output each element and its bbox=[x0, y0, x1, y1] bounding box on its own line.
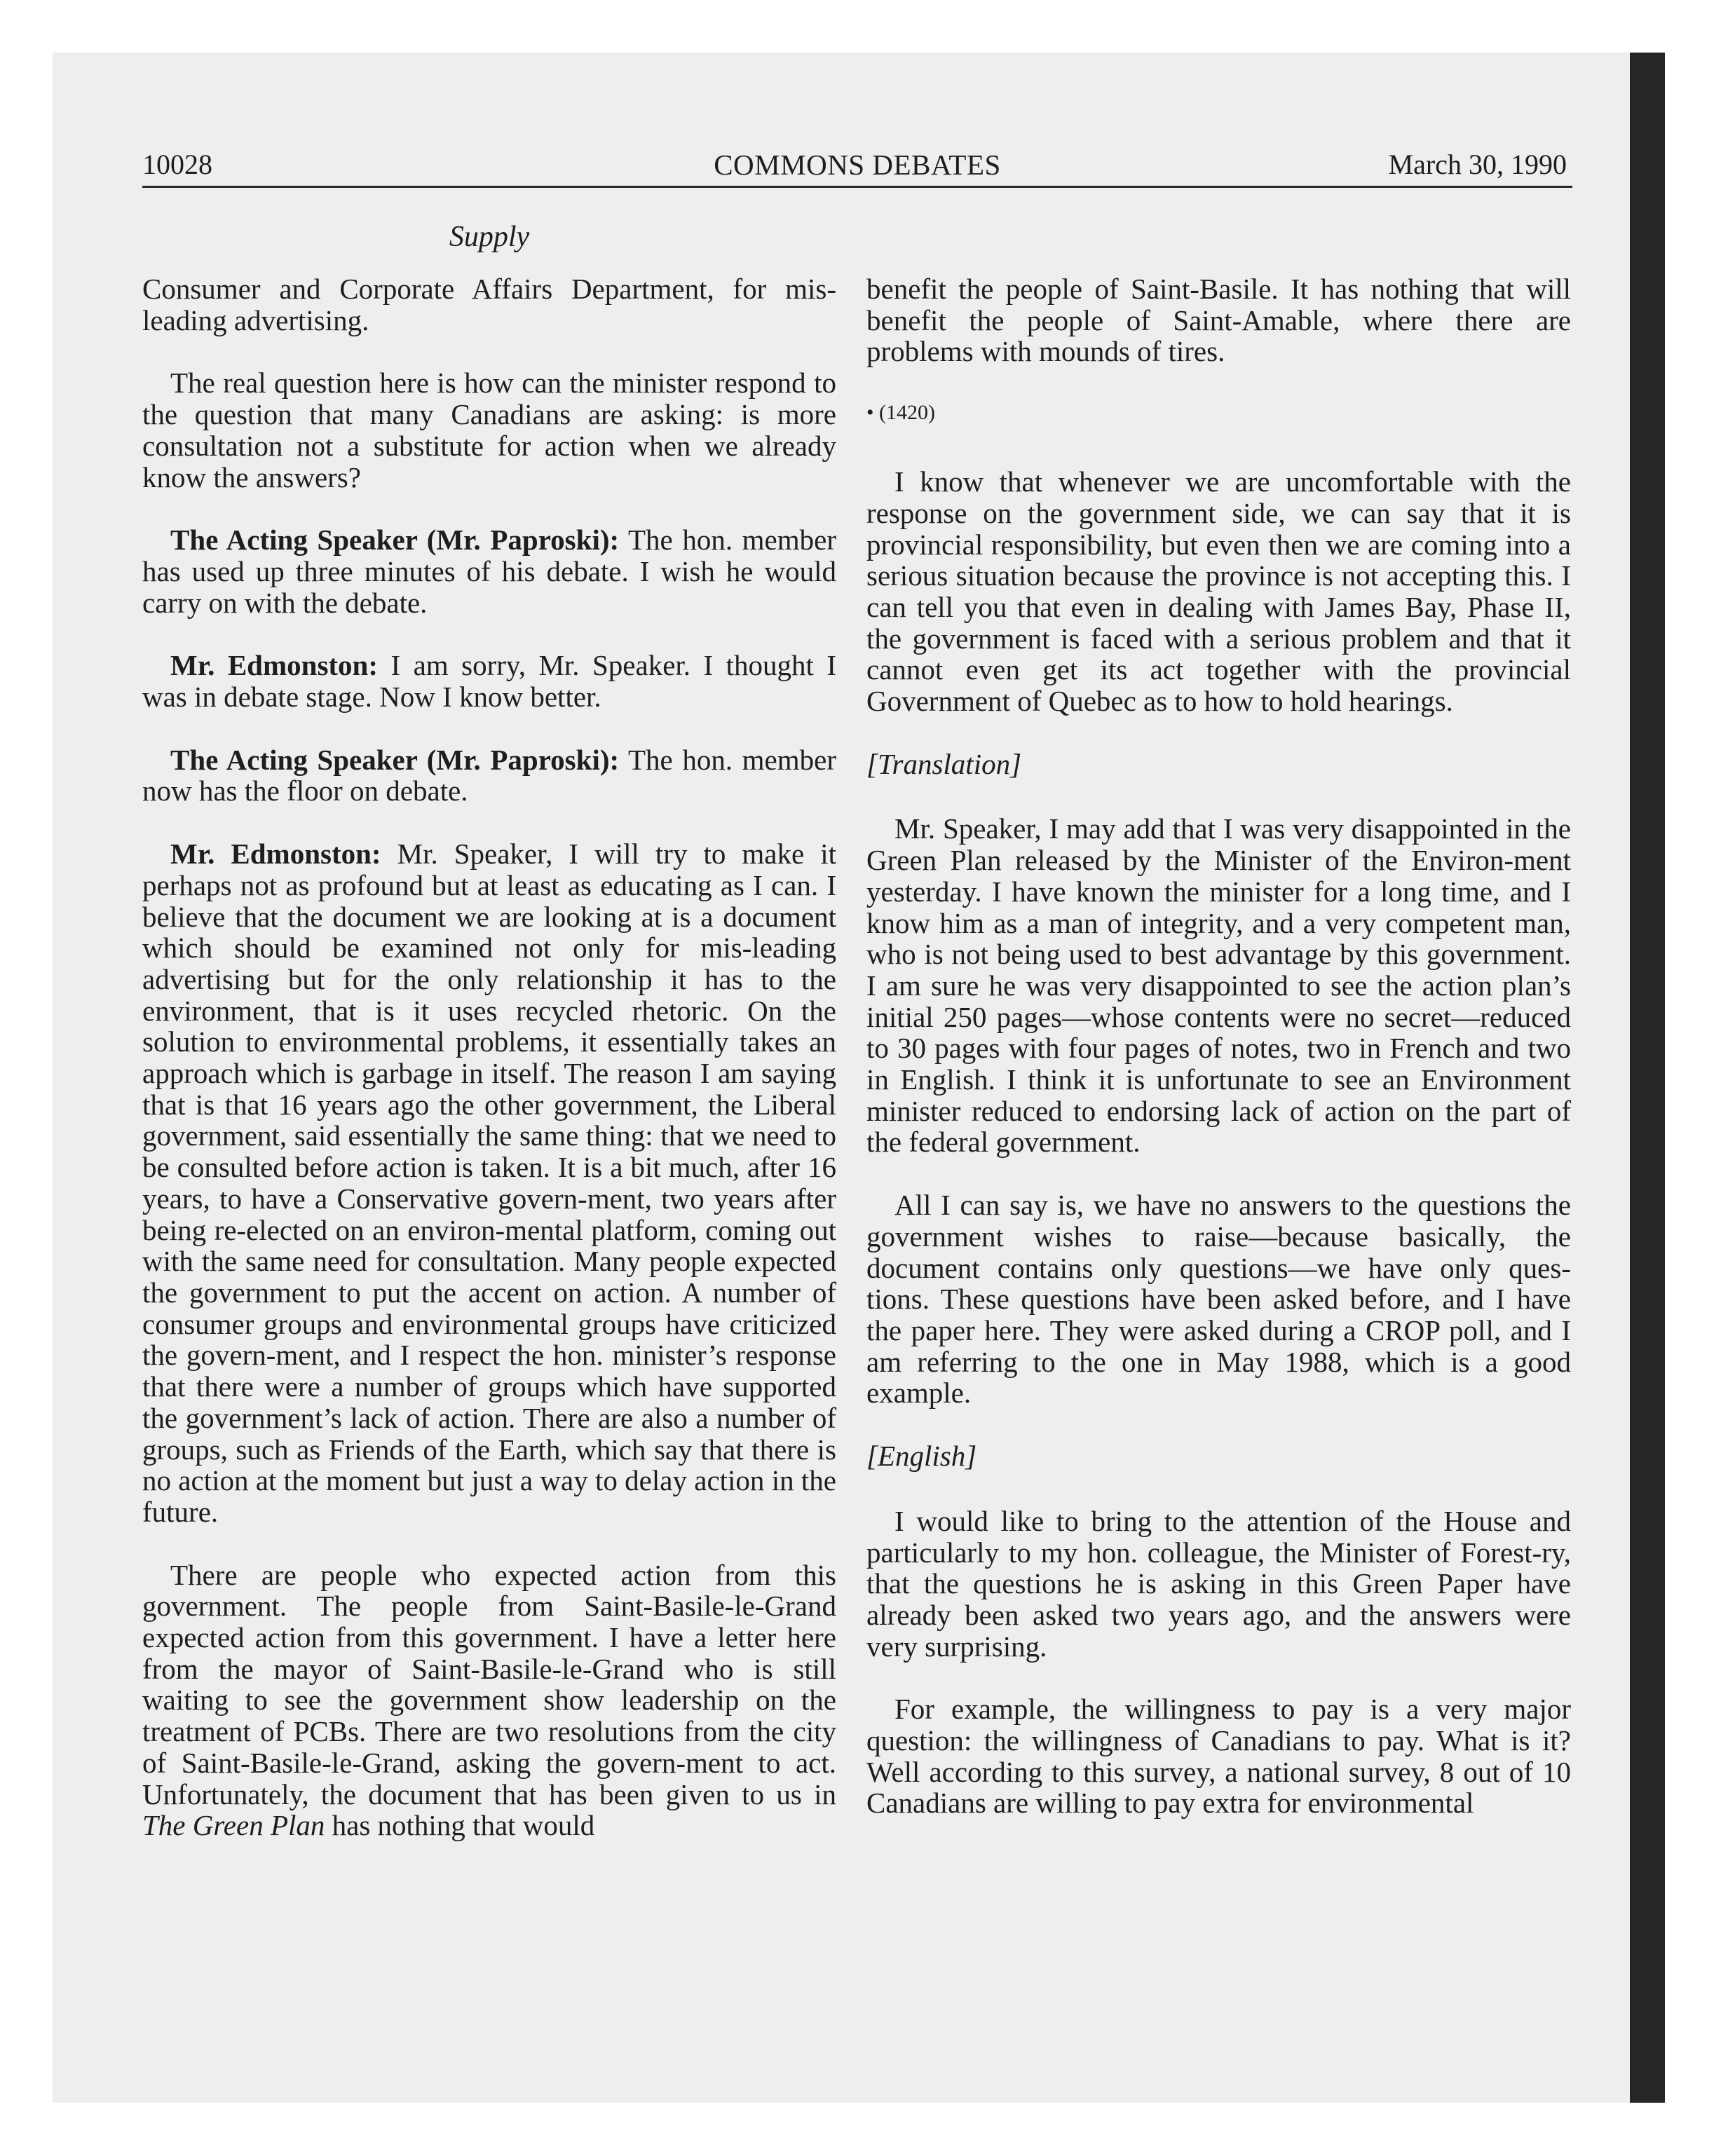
time-marker: • (1420) bbox=[866, 401, 935, 425]
speaker-name: The Acting Speaker (Mr. Paproski): bbox=[170, 743, 620, 776]
translation-label: [Translation] bbox=[866, 747, 1022, 780]
paragraph: Mr. Speaker, I may add that I was very disappointed in the Green Plan released by the Minister of the Environ-ment yesterday. I have known the minister for a long time, and I know him as a man of integrity, and a very competent man, who is not being used to best advantage by this government. I am sure he was very disappointed to see the action plan’s initial 250 pages—whose contents were no secret—reduced to 30 pages with four pages of notes, two in French and two in English. I think it is unfortunate to see an Environment minister reduced to endorsing lack of action on the part of the federal government. bbox=[866, 812, 1571, 1159]
paragraph: I know that whenever we are uncomfortable with the response on the government side, we can say that it is provincial responsibility, but even then we are coming into a serious situation because the province is not accepting this. I can tell you that even in dealing with James Bay, Phase II, the government is faced with a serious problem and that it cannot even get its act together with the provincial Government of Quebec as to how to hold hearings. bbox=[866, 465, 1571, 718]
speech-paragraph: Mr. Edmonston: Mr. Speaker, I will try to make it perhaps not as profound but at least as educating as I can. I believe that the document we are looking at is a document which should be examined not only for mis-leading advertising but for the only relationship it has to the environment, that is it uses recycled rhetoric. On the solution to environmental problems, it essentially takes an approach which is garbage in itself. The reason I am saying that is that 16 years ago the other government, the Liberal government, said essentially the same thing: that we need to be consulted before action is taken. It is a bit much, after 16 years, to have a Conservative govern-ment, two years after being re-elected on an environ-mental platform, coming out with the same need for consultation. Many people expected the government to put the accent on action. A number of consumer groups and environmental groups have criticized the govern-ment, and I respect the hon. minister’s response that there were a number of groups which have supported the government’s lack of action. There are also a number of groups, such as Friends of the Earth, which say that there is no action at the moment but just a way to delay action in the future. bbox=[142, 838, 836, 1528]
right-column bbox=[866, 273, 1571, 1850]
document-title: The Green Plan bbox=[142, 1809, 325, 1842]
paragraph: Consumer and Corporate Affairs Department, for mis-leading advertising. bbox=[142, 273, 836, 336]
section-heading: Supply bbox=[449, 221, 530, 253]
speech-paragraph: Mr. Edmonston: I am sorry, Mr. Speaker. I thought I was in debate stage. Now I know better. bbox=[142, 649, 836, 714]
left-column bbox=[142, 273, 836, 1873]
speaker-name: Mr. Edmonston: bbox=[170, 649, 379, 682]
paragraph: I would like to bring to the attention of the House and particularly to my hon. colleague, the Minister of Forest-ry, that the questions he is asking in this Green Paper have already been asked two years ago, and the answers were very surprising. bbox=[866, 1504, 1571, 1663]
header-date: March 30, 1990 bbox=[1388, 149, 1567, 180]
paragraph: For example, the willingness to pay is a very major question: the willingness of Canadians to pay. What is it? Well according to this survey, a national survey, 8 out of 10 Canadians are willing to pay extra for environmental bbox=[866, 1693, 1571, 1820]
speaker-name: The Acting Speaker (Mr. Paproski): bbox=[170, 524, 620, 557]
speech-paragraph: The Acting Speaker (Mr. Paproski): The hon. member has used up three minutes of his debate. I wish he would carry on with the debate. bbox=[142, 524, 836, 619]
page-number: 10028 bbox=[142, 149, 212, 180]
paragraph: All I can say is, we have no answers to the questions the government wishes to raise—because basically, the document contains only questions—we have only ques-tions. These questions have been asked before, and I have the paper here. They were asked during a CROP poll, and I am referring to the one in May 1988, which is a good example. bbox=[866, 1189, 1571, 1410]
header-rule bbox=[142, 186, 1572, 188]
running-header bbox=[142, 144, 1572, 186]
paragraph: There are people who expected action from this government. The people from Saint-Basile-le-Grand expected action from this government. I have a letter here from the mayor of Saint-Basile-le-Grand who is still waiting to see the government show leadership on the treatment of PCBs. There are two resolutions from the city of Saint-Basile-le-Grand, asking the govern-ment to act. Unfortunately, the document that has been given to us in The Green Plan has nothing that would bbox=[142, 1558, 836, 1842]
speaker-name: Mr. Edmonston: bbox=[170, 838, 381, 871]
paragraph: The real question here is how can the minister respond to the question that many Canadians are asking: is more consultation not a substitute for action when we already know the answers? bbox=[142, 367, 836, 493]
scan-edge-shadow bbox=[1630, 53, 1665, 2103]
english-label: [English] bbox=[866, 1440, 977, 1473]
paragraph: benefit the people of Saint-Basile. It has nothing that will benefit the people of Saint-Amable, where there are problems with mounds of tires. bbox=[866, 273, 1571, 368]
speech-paragraph: The Acting Speaker (Mr. Paproski): The hon. member now has the floor on debate. bbox=[142, 743, 836, 807]
publication-title: COMMONS DEBATES bbox=[714, 149, 1001, 181]
